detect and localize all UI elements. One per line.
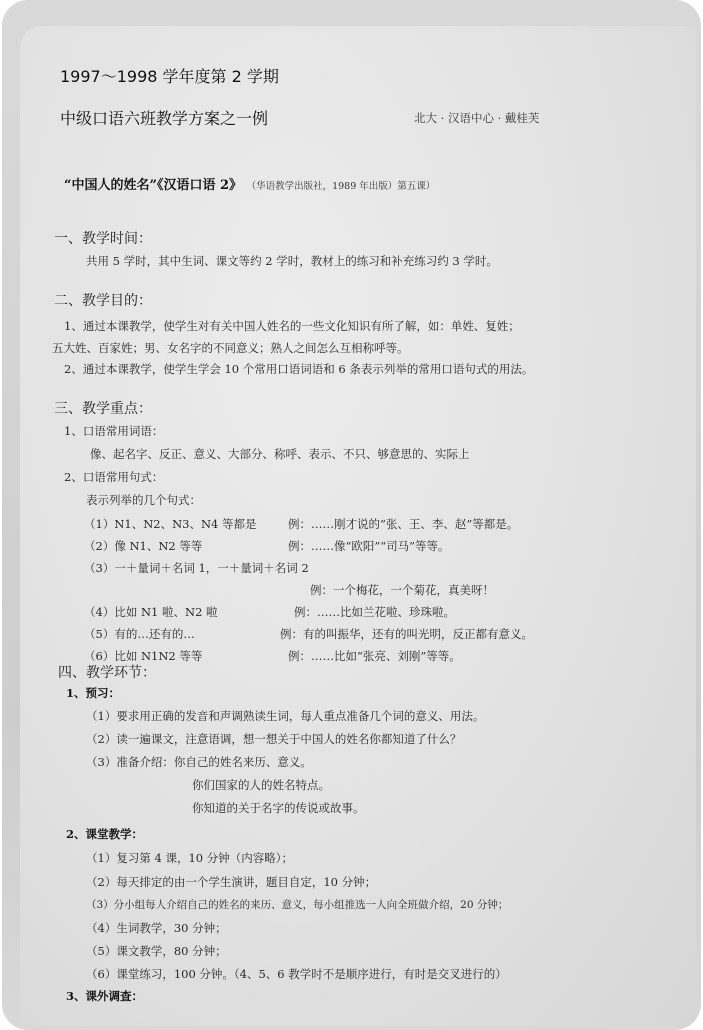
class-item-4: （4）生词教学，30 分钟； [86,921,227,935]
pattern-2: （2）像 N1、N2 等等 [84,539,203,553]
pattern-6: （6）比如 N1N2 等等 [84,649,203,663]
prep-item-3-b: 你们国家的人的姓名特点。 [192,778,330,792]
pattern-1: （1）N1、N2、N3、N4 等都是 [84,517,257,531]
section-1-line: 共用 5 学时，其中生词、课文等约 2 学时，教材上的练习和补充练习约 3 学时。 [86,254,498,268]
section-4-sub-2: 2、课堂教学： [66,827,144,841]
semester-line: 1997～1998 学年度第 2 学期 [60,67,279,86]
prep-item-1: （1）要求用正确的发音和声调熟读生词，每人重点准备几个词的意义、用法。 [86,709,485,723]
pattern-4-example: 例：……比如兰花啦、珍珠啦。 [294,605,455,619]
pattern-3-example: 例：一个梅花，一个菊花，真美呀！ [310,583,494,597]
class-item-5: （5）课文教学，80 分钟； [86,944,227,958]
pattern-5-example: 例：有的叫振华，还有的叫光明，反正都有意义。 [280,627,533,641]
lesson-publisher: （华语教学出版社，1989 年出版）第五课） [246,181,436,192]
section-3-intro: 表示列举的几个句式： [86,493,201,507]
class-item-2: （2）每天排定的由一个学生演讲，题目自定，10 分钟； [86,875,377,889]
section-3-sub-1: 1、口语常用词语： [64,424,164,438]
pattern-2-example: 例：……像“欧阳”“司马”等等。 [288,539,450,553]
section-2-line-1: 1、通过本课教学，使学生对有关中国人姓名的一些文化知识有所了解，如：单姓、复姓； [64,319,520,333]
pattern-1-example: 例：……刚才说的“张、王、李、赵”等都是。 [288,517,519,531]
section-3-sub-2: 2、口语常用句式： [64,470,164,484]
section-3-words: 像、起名字、反正、意义、大部分、称呼、表示、不只、够意思的、实际上 [90,447,470,461]
section-4-heading: 四、教学环节： [58,665,156,681]
class-item-1: （1）复习第 4 课，10 分钟（内容略）； [86,851,293,865]
prep-item-3: （3）准备介绍：你自己的姓名来历、意义。 [86,755,312,769]
prep-item-2: （2）读一遍课文，注意语调，想一想关于中国人的姓名你都知道了什么？ [86,732,462,746]
section-1-heading: 一、教学时间： [54,231,152,247]
section-2-line-2: 五大姓、百家姓；男、女名字的不同意义；熟人之间怎么互相称呼等。 [52,341,409,355]
class-item-6: （6）课堂练习，100 分钟。（4、5、6 教学时不是顺序进行，有时是交叉进行的） [86,967,507,981]
lesson-title [64,174,435,193]
prep-item-3-c: 你知道的关于名字的传说或故事。 [192,801,365,815]
pattern-5: （5）有的…还有的… [84,627,195,641]
section-2-line-3: 2、通过本课教学，使学生学会 10 个常用口语词语和 6 条表示列举的常用口语句式的用法。 [64,362,534,376]
section-2-heading: 二、教学目的： [54,293,152,309]
document-title: 中级口语六班教学方案之一例 [60,109,269,128]
pattern-3: （3）一＋量词＋名词 1，一＋量词＋名词 2 [84,561,309,575]
section-4-sub-1: 1、预习： [66,686,121,700]
author-line: 北大 · 汉语中心 · 戴桂芙 [414,111,540,125]
section-4-sub-3: 3、课外调查： [66,989,144,1003]
pattern-6-example: 例：……比如“张亮、刘刚”等等。 [288,649,461,663]
pattern-4: （4）比如 N1 啦、N2 啦 [84,605,218,619]
class-item-3: （3）分小组每人介绍自己的姓名的来历、意义，每小组推选一人向全班做介绍，20 分钟； [86,899,509,911]
section-3-heading: 三、教学重点： [54,401,152,417]
document-background [2,0,701,1030]
lesson-name: “中国人的姓名”《汉语口语 2》 [64,178,243,193]
